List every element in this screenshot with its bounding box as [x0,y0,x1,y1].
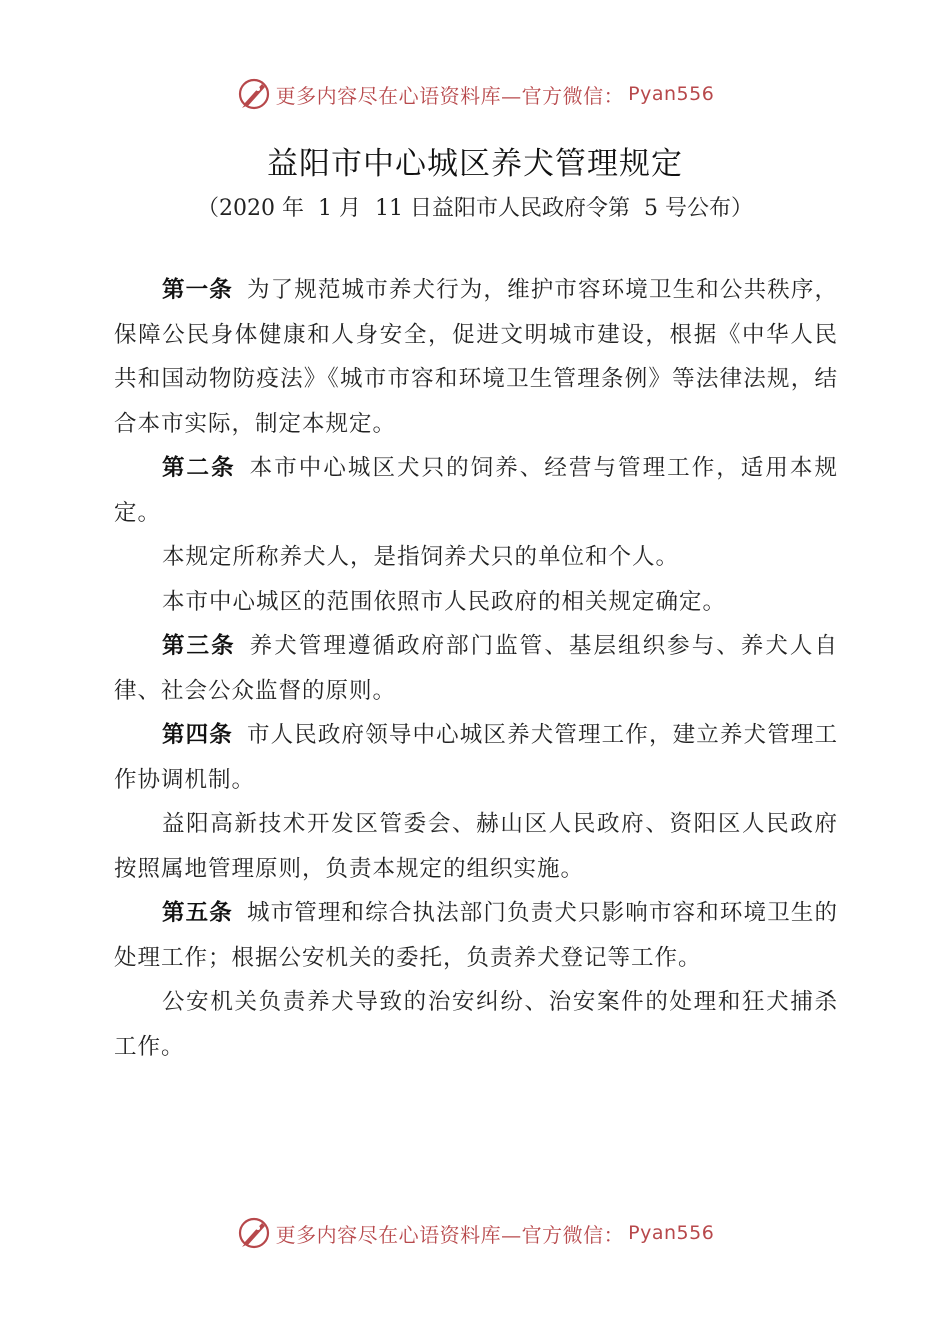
watermark-text: 更多内容尽在心语资料库—官方微信： [275,1222,625,1247]
article-4-para-2 [114,802,838,891]
article-2 [114,446,838,535]
article-heading: 第一条 [162,277,233,303]
footer-watermark [0,1211,950,1255]
paragraph-text: 益阳高新技术开发区管委会、赫山区人民政府、资阳区人民政府按照属地管理原则，负责本规定的组织实施。 [114,811,838,882]
paragraph-text: 本市中心城区的范围依照市人民政府的相关规定确定。 [162,588,727,615]
article-5 [114,891,838,980]
article-text: 市人民政府领导中心城区养犬管理工作，建立养犬管理工作协调机制。 [114,722,838,793]
article-5-para-2 [114,980,838,1069]
article-heading: 第三条 [162,633,236,659]
watermark-text: 更多内容尽在心语资料库—官方微信： [275,83,625,108]
article-2-para-2 [114,535,838,580]
article-text: 养犬管理遵循政府部门监管、基层组织参与、养犬人自律、社会公众监督的原则。 [114,633,838,704]
article-text: 为了规范城市养犬行为，维护市容环境卫生和公共秩序，保障公民身体健康和人身安全，促进文明城市建设，根据《中华人民共和国动物防疫法》《城市市容和环境卫生管理条例》等法律法规，结合本市实际，制定本规定。 [114,277,838,437]
paragraph-text: 本规定所称养犬人，是指饲养犬只的单位和个人。 [162,544,680,570]
watermark-wechat-id: Pyan556 [628,83,715,105]
document-body [114,268,838,1069]
document-subtitle: （2020 年 1 月 11 日益阳市人民政府令第 5 号公布） [197,196,753,221]
watermark-wechat-id: Pyan556 [628,1222,715,1244]
article-4 [114,713,838,802]
header-watermark [0,72,950,116]
article-heading: 第二条 [162,455,236,481]
paragraph-text: 公安机关负责养犬导致的治安纠纷、治安案件的处理和狂犬捕杀工作。 [114,989,838,1060]
pen-logo-icon [236,1215,272,1251]
article-3 [114,624,838,713]
article-heading: 第四条 [162,722,233,748]
article-text: 本市中心城区犬只的饲养、经营与管理工作，适用本规定。 [114,455,838,526]
article-2-para-3 [114,580,838,625]
article-1 [114,268,838,446]
article-text: 城市管理和综合执法部门负责犬只影响市容和环境卫生的处理工作；根据公安机关的委托，负责养犬登记等工作。 [114,900,838,971]
article-heading: 第五条 [162,900,233,926]
document-title: 益阳市中心城区养犬管理规定 [267,146,683,182]
pen-logo-icon [236,76,272,112]
